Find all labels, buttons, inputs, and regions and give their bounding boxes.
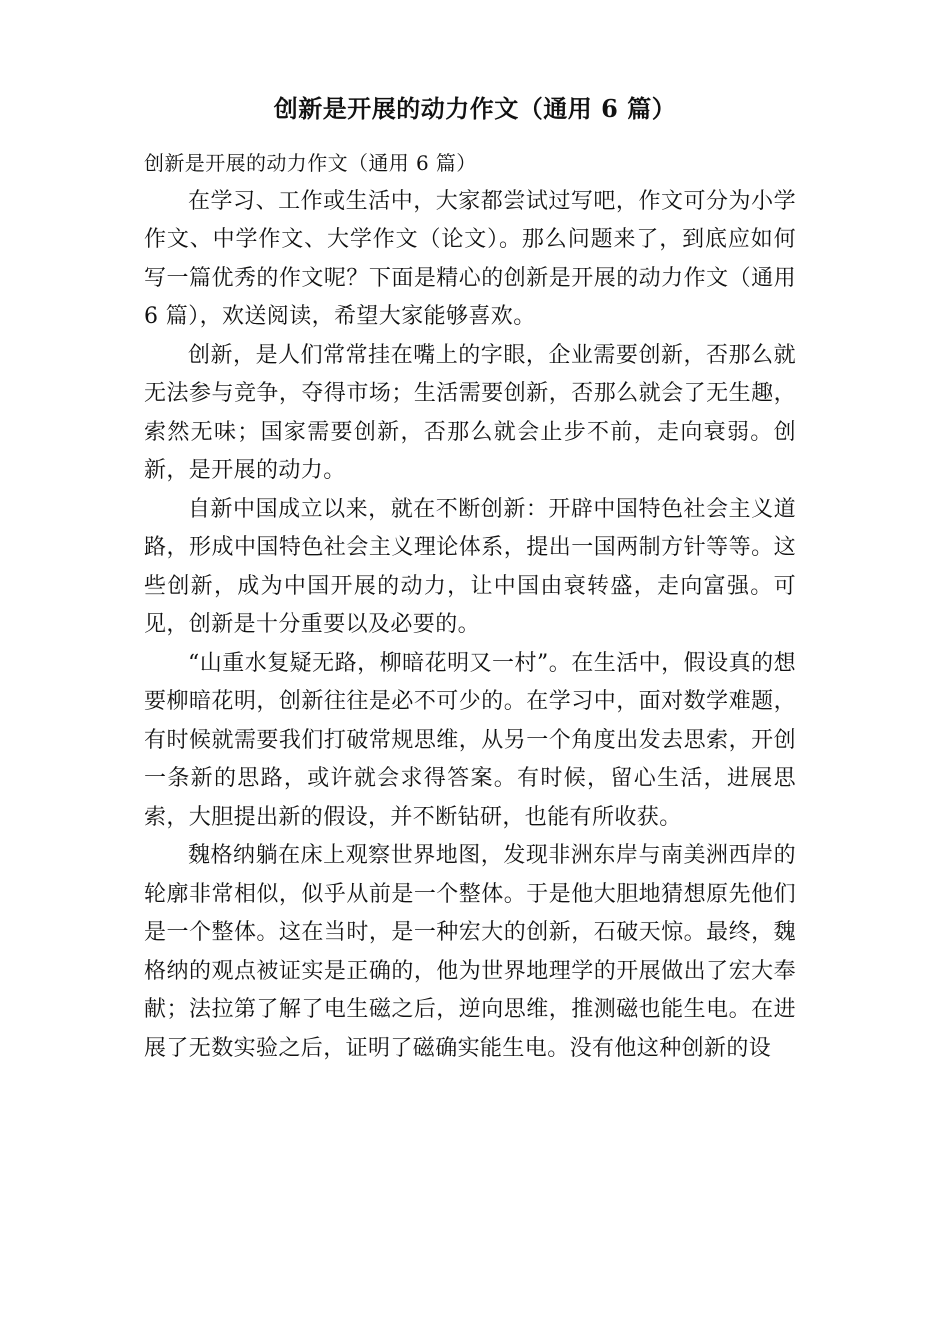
paragraph-innovation-definition: 创新，是人们常常挂在嘴上的字眼，企业需要创新，否那么就无法参与竞争，夺得市场；生活需要创新，否那么就会了无生趣，索然无味；国家需要创新，否那么就会止步不前，走向衰弱。创新，是开展的动力。: [144, 342, 796, 483]
document-body: [144, 144, 796, 1068]
paragraph-wegener-faraday: 魏格纳躺在床上观察世界地图，发现非洲东岸与南美洲西岸的轮廓非常相似，似乎从前是一个整体。于是他大胆地猜想原先他们是一个整体。这在当时，是一种宏大的创新，石破天惊。最终，魏格纳的观点被证实是正确的，他为世界地理学的开展做出了宏大奉献；法拉第了解了电生磁之后，逆向思维，推测磁也能生电。在进展了无数实验之后，证明了磁确实能生电。没有他这种创新的设: [144, 843, 796, 1061]
paragraph-china-innovation: 自新中国成立以来，就在不断创新：开辟中国特色社会主义道路，形成中国特色社会主义理论体系，提出一国两制方针等等。这些创新，成为中国开展的动力，让中国由衰转盛，走向富强。可见，创新是十分重要以及必要的。: [144, 496, 796, 637]
paragraph-intro: 在学习、工作或生活中，大家都尝试过写吧，作文可分为小学作文、中学作文、大学作文（论文）。那么问题来了，到底应如何写一篇优秀的作文呢？下面是精心的创新是开展的动力作文（通用 6 篇），欢送阅读，希望大家能够喜欢。: [144, 188, 796, 329]
document-title: 创新是开展的动力作文（通用 6 篇）: [273, 94, 677, 123]
paragraph-poem-quote: “山重水复疑无路，柳暗花明又一村”。在生活中，假设真的想要柳暗花明，创新往往是必不可少的。在学习中，面对数学难题，有时候就需要我们打破常规思维，从另一个角度出发去思索，开创一条新的思路，或许就会求得答案。有时候，留心生活，进展思索，大胆提出新的假设，并不断钻研，也能有所收获。: [144, 650, 796, 830]
document-subtitle: 创新是开展的动力作文（通用 6 篇）: [144, 151, 477, 175]
